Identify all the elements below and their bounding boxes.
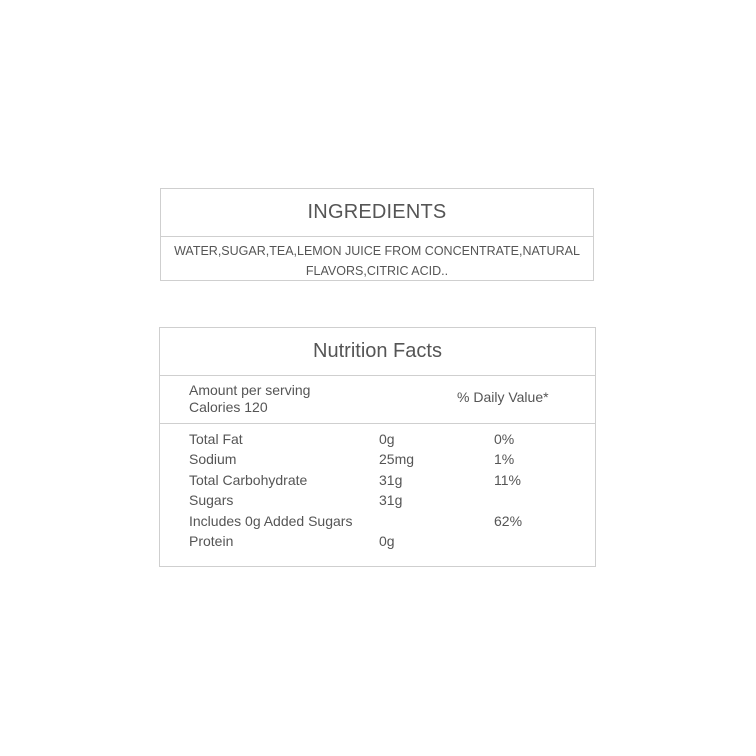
- nutrient-name: Sodium: [189, 451, 237, 468]
- nutrient-amount: 0g: [379, 431, 395, 447]
- nutrient-daily-value: 11%: [494, 471, 521, 488]
- calories-label: Calories 120: [189, 399, 268, 415]
- ingredients-text: WATER,SUGAR,TEA,LEMON JUICE FROM CONCENTRATE,NATURAL FLAVORS,CITRIC ACID..: [174, 244, 580, 278]
- ingredients-panel: [160, 188, 594, 281]
- nutrient-row-sodium: [160, 451, 595, 471]
- nutrition-facts-panel: [159, 327, 596, 567]
- amount-per-serving-label: Amount per serving: [189, 382, 311, 398]
- nutrition-facts-title: Nutrition Facts: [160, 328, 595, 376]
- nutrient-row-total-carbohydrate: [160, 472, 595, 492]
- nutrient-row-sugars: [160, 492, 595, 512]
- nutrient-row-protein: [160, 533, 595, 553]
- nutrient-amount: 31g: [379, 492, 403, 509]
- nutrient-rows: [160, 424, 595, 553]
- nutrient-daily-value: 0%: [494, 431, 515, 447]
- nutrient-name: Includes 0g Added Sugars: [189, 512, 353, 529]
- nutrient-daily-value: 62%: [494, 512, 523, 529]
- nutrient-row-added-sugars: [160, 513, 595, 533]
- nutrient-daily-value: 1%: [494, 451, 515, 468]
- nutrient-amount: 0g: [379, 532, 395, 549]
- nutrient-name: Protein: [189, 532, 234, 549]
- nutrient-amount: 25mg: [379, 451, 415, 468]
- ingredients-title: INGREDIENTS: [161, 189, 593, 237]
- nutrient-name: Sugars: [189, 492, 234, 509]
- nutrient-row-total-fat: [160, 431, 595, 451]
- daily-value-header: % Daily Value*: [457, 389, 549, 405]
- nutrient-amount: 31g: [379, 471, 403, 488]
- nutrient-name: Total Carbohydrate: [189, 471, 308, 488]
- serving-info: [160, 376, 595, 424]
- nutrient-name: Total Fat: [189, 431, 243, 447]
